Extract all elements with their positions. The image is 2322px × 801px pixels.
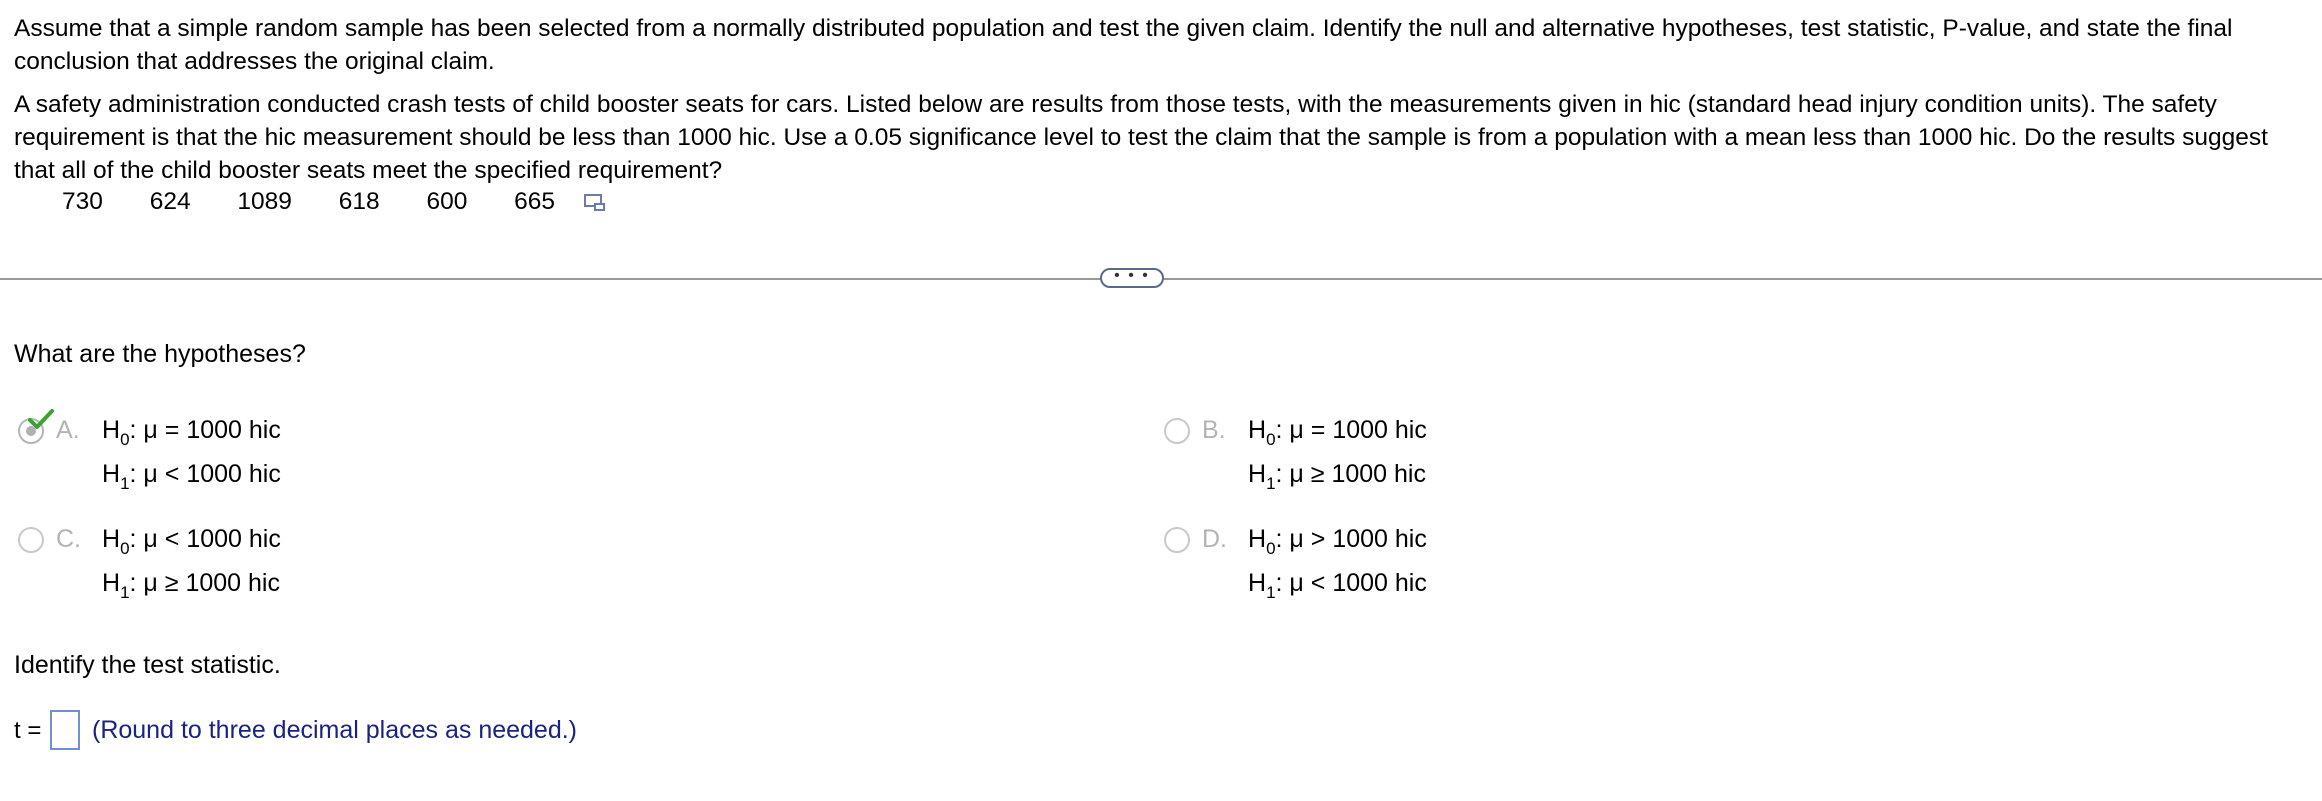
copy-data-icon[interactable] — [584, 188, 606, 221]
data-value: 730 — [62, 188, 103, 215]
h0-label: H — [102, 525, 121, 553]
option-b-h0[interactable] — [1248, 416, 1427, 449]
h1-label: H — [102, 460, 121, 488]
more-options-icon: • • • — [1114, 267, 1150, 284]
h0-label: H — [102, 416, 121, 444]
data-value: 665 — [514, 188, 556, 215]
intro-text: Assume that a simple random sample has been selected from a normally distributed population and test the given claim. Identify the null and alternative hypotheses, test statistic, P-value, and state the final conclusion that addresses the original claim. — [14, 15, 2233, 75]
more-options-button[interactable] — [1100, 268, 1164, 288]
t-answer-input[interactable] — [50, 710, 80, 750]
option-d-letter: D. — [1202, 525, 1227, 553]
h1-relation: : μ ≥ 1000 hic — [129, 569, 280, 597]
h0-subscript: 0 — [120, 539, 130, 558]
h0-relation: : μ < 1000 hic — [129, 525, 281, 553]
h0-relation: : μ = 1000 hic — [129, 416, 281, 444]
h1-subscript: 1 — [1266, 583, 1276, 602]
option-b-h1[interactable] — [1248, 460, 1426, 493]
h0-label: H — [1248, 416, 1267, 444]
h0-subscript: 0 — [1266, 539, 1276, 558]
h0-subscript: 0 — [120, 430, 130, 449]
problem-text: A safety administration conducted crash tests of child booster seats for cars. Listed below are results from those tests, with the measurements given in hic (standard head injury condition units). The safety requirement is that the hic measurement should be less than 1000 hic. Use a 0.05 significance level to test the claim that the sample is from a population with a mean less than 1000 hic. Do the results suggest that all of the child booster seats meet the specified requirement? — [14, 91, 2268, 184]
option-c-letter: C. — [56, 525, 81, 553]
rounding-hint: (Round to three decimal places as needed.) — [92, 716, 578, 744]
option-d-h0[interactable] — [1248, 525, 1427, 558]
h1-label: H — [1248, 569, 1267, 597]
data-value: 618 — [338, 188, 380, 215]
data-value: 600 — [426, 188, 468, 215]
h1-label: H — [1248, 460, 1267, 488]
data-value: 624 — [149, 188, 191, 215]
h1-subscript: 1 — [1266, 474, 1276, 493]
data-value: 1089 — [237, 188, 292, 215]
option-a-radio[interactable] — [18, 418, 44, 444]
h1-subscript: 1 — [120, 583, 130, 602]
option-c-radio[interactable] — [18, 527, 44, 553]
option-d-h1[interactable] — [1248, 569, 1427, 602]
option-a-h0[interactable] — [102, 416, 281, 449]
checkmark-icon — [28, 409, 54, 431]
h1-relation: : μ ≥ 1000 hic — [1275, 460, 1426, 488]
option-a-letter: A. — [56, 416, 80, 444]
h1-relation: : μ < 1000 hic — [129, 460, 281, 488]
option-c-h1[interactable] — [102, 569, 280, 602]
h0-relation: : μ = 1000 hic — [1275, 416, 1427, 444]
option-b-radio[interactable] — [1164, 418, 1190, 444]
data-values-row — [62, 185, 606, 219]
h0-label: H — [1248, 525, 1267, 553]
hypotheses-prompt: What are the hypotheses? — [14, 340, 306, 368]
test-statistic-prompt: Identify the test statistic. — [14, 651, 281, 679]
option-d-radio[interactable] — [1164, 527, 1190, 553]
t-label: t = — [14, 717, 42, 744]
option-c-h0[interactable] — [102, 525, 281, 558]
option-a-h1[interactable] — [102, 460, 281, 493]
option-b-letter: B. — [1202, 416, 1226, 444]
h1-label: H — [102, 569, 121, 597]
h0-subscript: 0 — [1266, 430, 1276, 449]
h1-subscript: 1 — [120, 474, 130, 493]
h0-relation: : μ > 1000 hic — [1275, 525, 1427, 553]
h1-relation: : μ < 1000 hic — [1275, 569, 1427, 597]
